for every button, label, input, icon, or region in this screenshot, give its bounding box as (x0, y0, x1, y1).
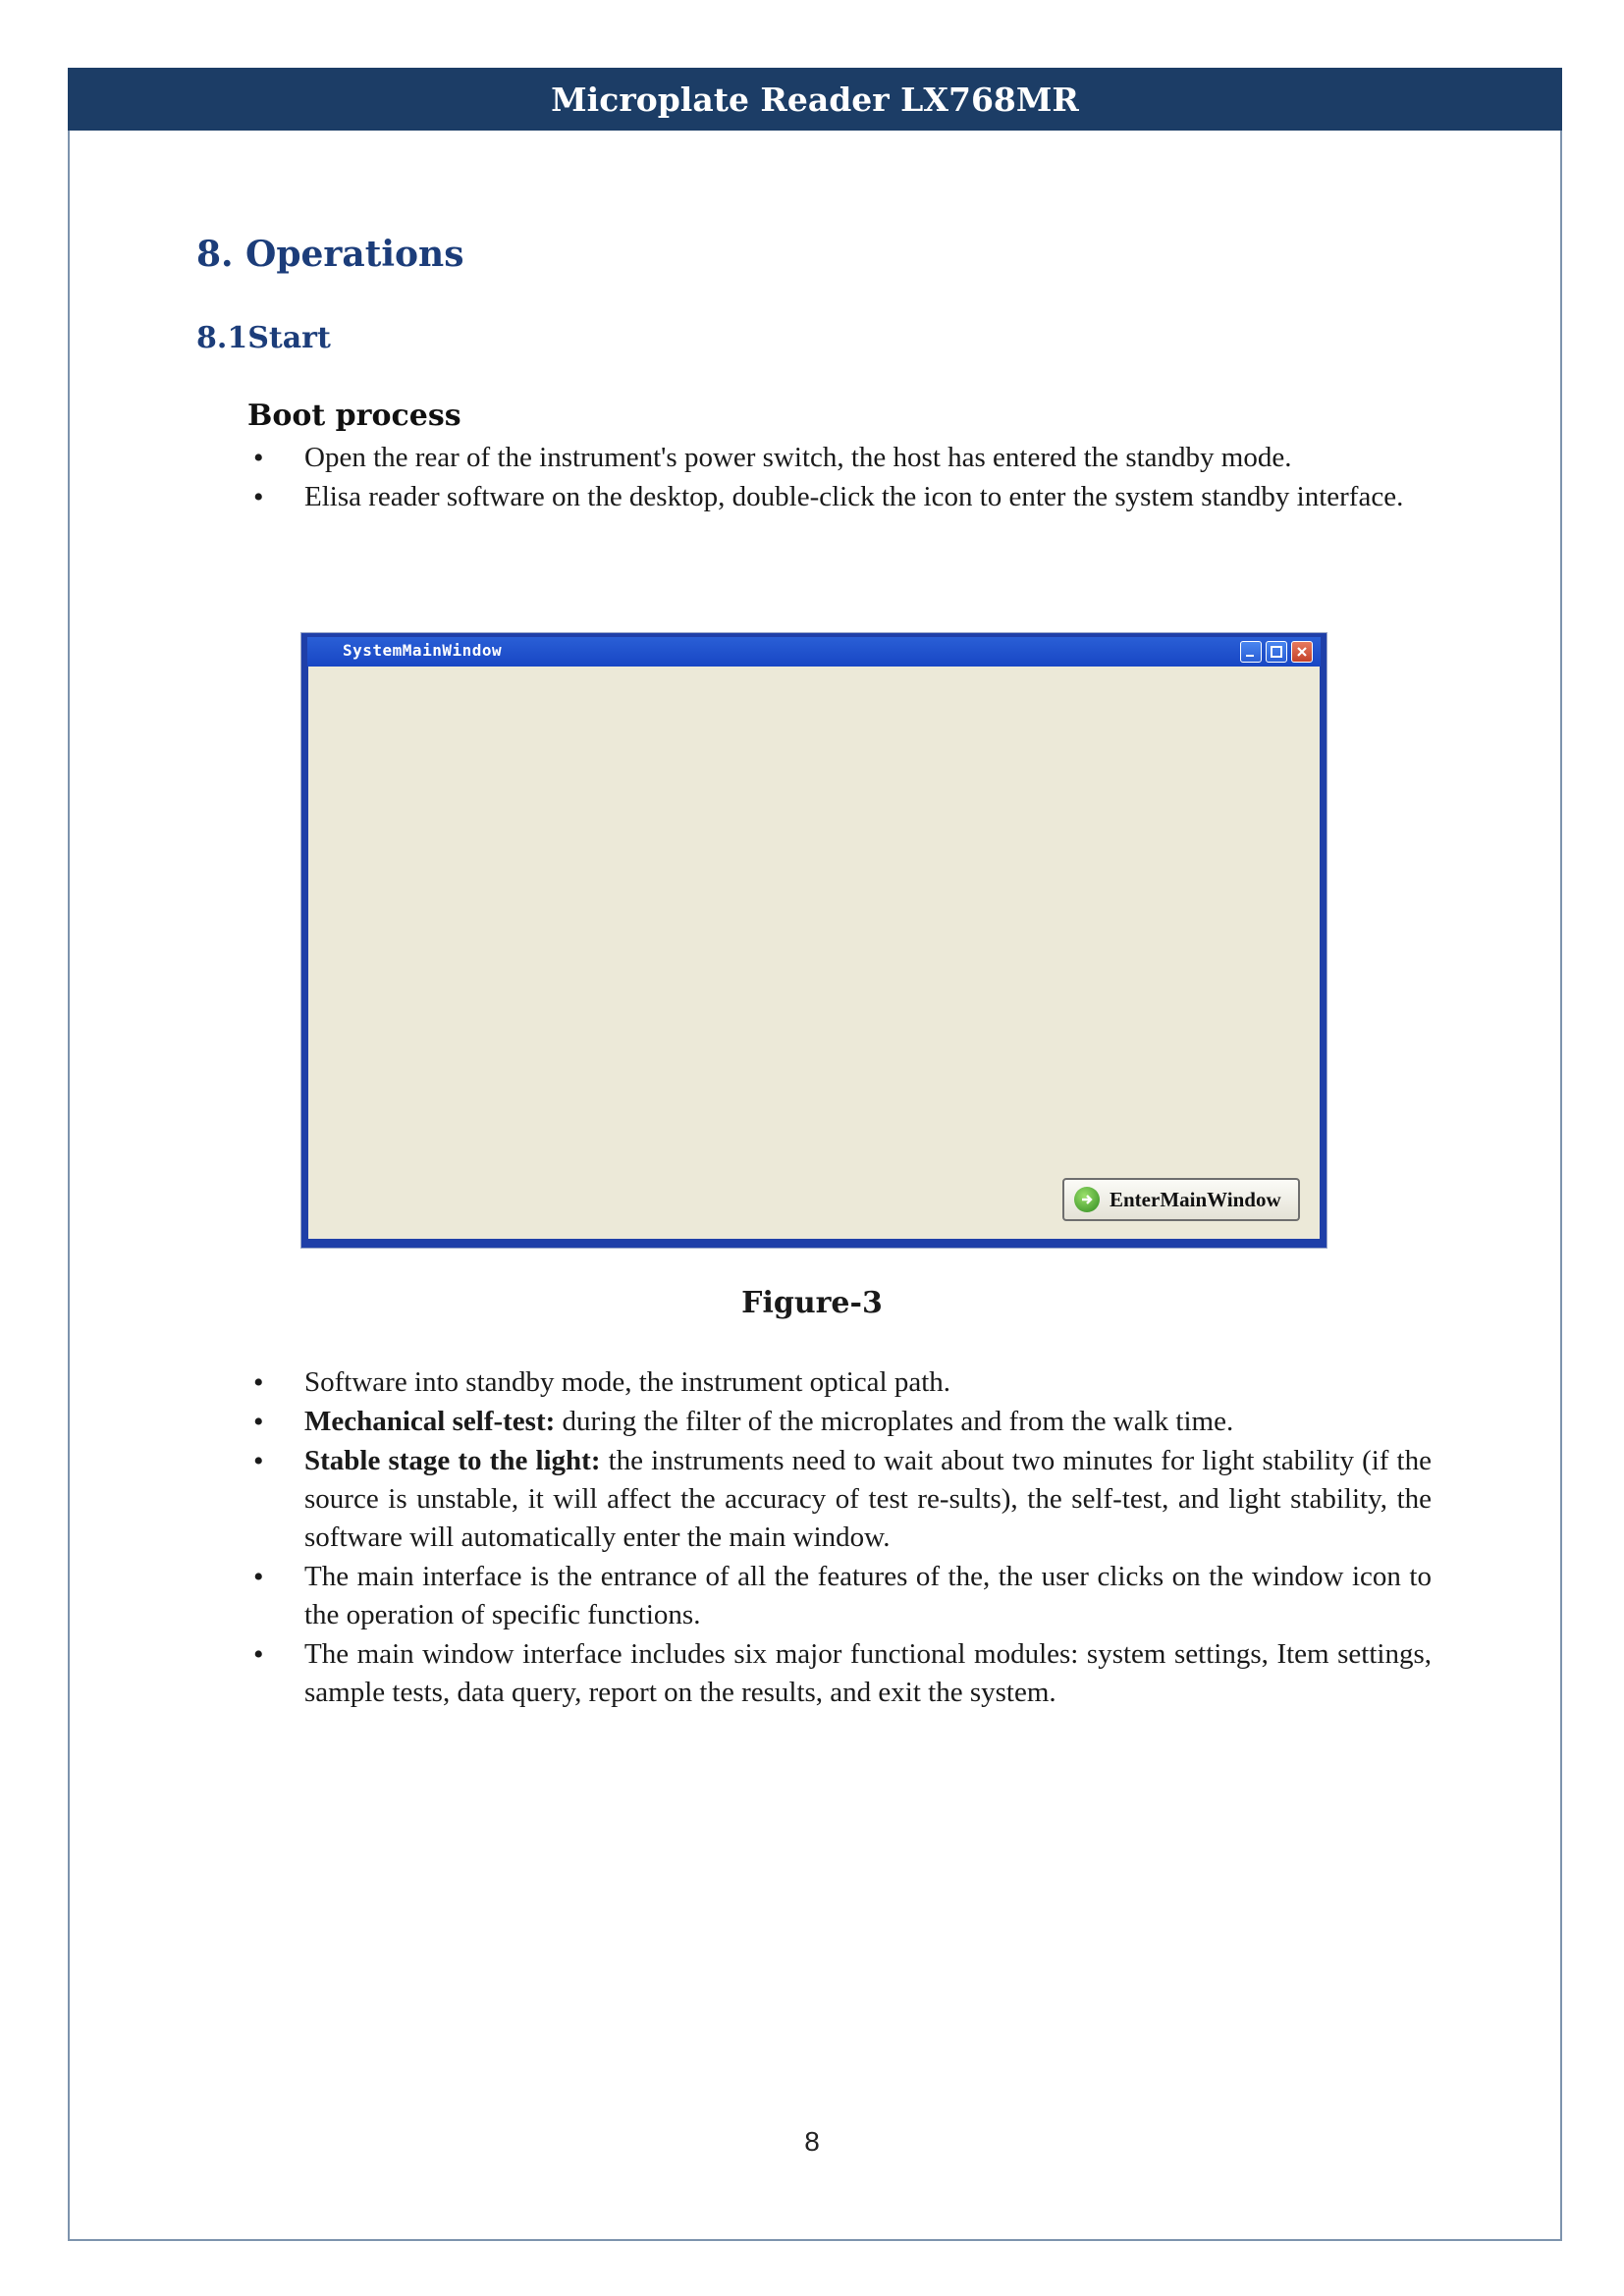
enter-main-window-label: EnterMainWindow (1110, 1188, 1281, 1211)
list-item: • Software into standby mode, the instrument optical path. (247, 1363, 1432, 1402)
enter-main-window-button[interactable] (1062, 1178, 1300, 1221)
minimize-icon[interactable] (1240, 641, 1262, 663)
header-title: Microplate Reader LX768MR (551, 80, 1079, 119)
window-body (308, 667, 1320, 1239)
page-header (68, 68, 1562, 131)
window-title: SystemMainWindow (343, 641, 503, 660)
page-number: 8 (804, 2126, 820, 2157)
boot-process-list (247, 439, 1432, 517)
list-item: • Stable stage to the light: the instruments need to wait about two minutes for light stability (if the source is unstable, it will affect the accuracy of test re-sults), the self-test, and light stability, the software will automatically enter the main window. (247, 1442, 1432, 1557)
list-item: • The main interface is the entrance of all the features of the, the user clicks on the window icon to the operation of specific functions. (247, 1558, 1432, 1634)
arrow-right-icon (1074, 1187, 1100, 1212)
figure-caption: Figure-3 (741, 1286, 883, 1320)
section-number: 8. (196, 234, 234, 275)
step-bold-label: Mechanical self-test: (304, 1406, 556, 1437)
section-heading (196, 234, 464, 275)
subsection-title: Start (247, 321, 331, 355)
maximize-icon[interactable] (1266, 641, 1287, 663)
list-item: • The main window interface includes six major functional modules: system settings, Item settings, sample tests, data query, report on the results, and exit the system. (247, 1635, 1432, 1712)
window-title-bar (307, 637, 1321, 667)
section-title: Operations (245, 234, 464, 275)
steps-list (247, 1363, 1432, 1713)
list-item: • Open the rear of the instrument's power switch, the host has entered the standby mode. (247, 439, 1432, 477)
close-icon[interactable] (1291, 641, 1313, 663)
figure-screenshot (300, 632, 1327, 1249)
subsection-number: 8.1 (196, 321, 248, 355)
subsection-heading (196, 321, 331, 355)
step-bold-label: Stable stage to the light: (304, 1445, 601, 1476)
boot-process-heading: Boot process (247, 399, 461, 433)
list-item: • Mechanical self-test: during the filter of the microplates and from the walk time. (247, 1403, 1432, 1441)
list-item: • Elisa reader software on the desktop, double-click the icon to enter the system standby interface. (247, 478, 1432, 516)
